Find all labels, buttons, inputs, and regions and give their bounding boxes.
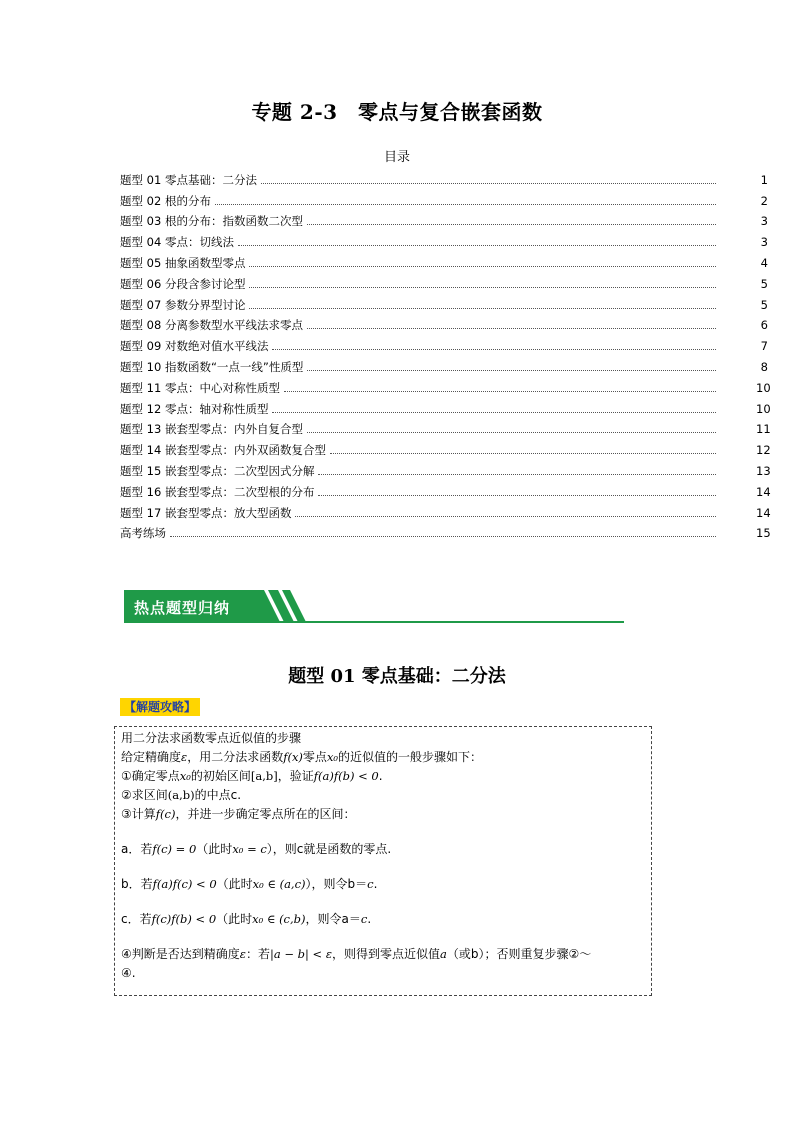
banner-text: 热点题型归纳 bbox=[134, 599, 231, 617]
toc-item[interactable] bbox=[120, 228, 768, 249]
toc-item-page: 3 bbox=[760, 214, 768, 229]
section-title: 题型 01 零点基础：二分法 bbox=[288, 666, 506, 687]
toc-item-label: 题型 17 嵌套型零点：放大型函数 bbox=[120, 505, 292, 520]
toc-item[interactable] bbox=[120, 395, 771, 416]
toc-item-page: 8 bbox=[760, 359, 768, 374]
box-line: ④判断是否达到精确度ε：若|a − b| < ε，则得到零点近似值a（或b）；否则重复步骤②～ bbox=[121, 947, 592, 961]
toc-leader bbox=[170, 536, 716, 537]
toc-item-page: 10 bbox=[756, 380, 771, 395]
toc-item[interactable] bbox=[120, 332, 768, 353]
toc-item[interactable] bbox=[120, 478, 771, 499]
toc-item-label: 题型 07 参数分界型讨论 bbox=[120, 297, 246, 312]
toc-item-label: 题型 03 根的分布：指数函数二次型 bbox=[120, 214, 303, 229]
toc-leader bbox=[249, 308, 716, 309]
toc-item[interactable] bbox=[120, 270, 768, 291]
toc-item-page: 12 bbox=[756, 443, 771, 458]
toc-leader bbox=[272, 349, 716, 350]
toc-item-page: 15 bbox=[756, 526, 771, 541]
toc-item[interactable] bbox=[120, 187, 768, 208]
toc-leader bbox=[307, 328, 716, 329]
toc-item-label: 题型 15 嵌套型零点：二次型因式分解 bbox=[120, 463, 315, 478]
toc-item[interactable] bbox=[120, 249, 768, 270]
toc-item[interactable] bbox=[120, 520, 771, 541]
box-line: 用二分法求函数零点近似值的步骤 bbox=[121, 731, 302, 745]
toc-item-page: 10 bbox=[756, 401, 771, 416]
toc-item[interactable] bbox=[120, 416, 771, 437]
toc-leader bbox=[261, 183, 716, 184]
toc-item-label: 题型 12 零点：轴对称性质型 bbox=[120, 401, 269, 416]
toc-item[interactable] bbox=[120, 312, 768, 333]
box-line: ④. bbox=[121, 966, 136, 980]
toc-item-label: 高考练场 bbox=[120, 526, 166, 541]
toc-item[interactable] bbox=[120, 457, 771, 478]
toc-leader bbox=[307, 432, 716, 433]
toc-leader bbox=[249, 266, 716, 267]
toc-item[interactable] bbox=[120, 166, 768, 187]
toc-item-page: 7 bbox=[760, 339, 768, 354]
toc-item-page: 13 bbox=[756, 463, 771, 478]
toc-item[interactable] bbox=[120, 436, 771, 458]
toc-item-page: 14 bbox=[756, 484, 771, 499]
toc-item-page: 11 bbox=[756, 422, 771, 437]
toc-item-label: 题型 16 嵌套型零点：二次型根的分布 bbox=[120, 484, 315, 499]
box-line: 给定精确度ε，用二分法求函数f(x)零点x₀的近似值的一般步骤如下： bbox=[121, 750, 483, 764]
strategy-box bbox=[114, 726, 652, 996]
toc-item-page: 5 bbox=[760, 276, 768, 291]
toc-item-page: 4 bbox=[760, 255, 768, 270]
toc-leader bbox=[215, 204, 716, 205]
toc-item-page: 1 bbox=[760, 172, 768, 187]
toc-item-label: 题型 10 指数函数“一点一线”性质型 bbox=[120, 359, 304, 374]
toc-leader bbox=[318, 495, 716, 496]
strategy-tag: 【解题攻略】 bbox=[120, 698, 200, 716]
toc-item-label: 题型 05 抽象函数型零点 bbox=[120, 255, 246, 270]
box-line: b．若f(a)f(c) < 0（此时x₀ ∈ (a,c)），则令b＝c. bbox=[121, 877, 378, 891]
toc-item[interactable] bbox=[120, 374, 771, 395]
box-line: c．若f(c)f(b) < 0（此时x₀ ∈ (c,b)，则令a＝c. bbox=[121, 912, 372, 926]
toc-heading: 目录 bbox=[383, 150, 410, 165]
toc-item-label: 题型 11 零点：中心对称性质型 bbox=[120, 380, 280, 395]
toc-item[interactable] bbox=[120, 353, 768, 374]
toc-item-label: 题型 14 嵌套型零点：内外双函数复合型 bbox=[120, 443, 326, 458]
toc-item[interactable] bbox=[120, 499, 771, 520]
toc-leader bbox=[318, 474, 716, 475]
table-of-contents bbox=[120, 166, 771, 541]
toc-item-label: 题型 02 根的分布 bbox=[120, 193, 211, 208]
toc-item-label: 题型 08 分离参数型水平线法求零点 bbox=[120, 318, 303, 333]
toc-leader bbox=[238, 245, 716, 246]
toc-item-page: 5 bbox=[760, 297, 768, 312]
toc-leader bbox=[284, 391, 716, 392]
toc-leader bbox=[272, 412, 716, 413]
document-title: 专题 2-3 零点与复合嵌套函数 bbox=[251, 100, 543, 124]
box-line: ①确定零点x₀的初始区间[a,b]，验证f(a)f(b) < 0. bbox=[121, 769, 383, 783]
toc-leader bbox=[307, 224, 716, 225]
toc-item[interactable] bbox=[120, 291, 768, 312]
toc-item-page: 2 bbox=[760, 193, 768, 208]
toc-item-page: 3 bbox=[760, 235, 768, 250]
toc-item-label: 题型 01 零点基础：二分法 bbox=[120, 172, 257, 187]
toc-leader bbox=[330, 453, 716, 454]
toc-leader bbox=[249, 287, 716, 288]
toc-item-label: 题型 04 零点：切线法 bbox=[120, 235, 234, 250]
section-banner bbox=[124, 590, 624, 624]
box-line: a．若f(c) = 0（此时x₀ = c），则c就是函数的零点. bbox=[121, 842, 392, 856]
box-line: ②求区间(a,b)的中点c. bbox=[121, 788, 242, 802]
toc-leader bbox=[295, 516, 716, 517]
toc-item-label: 题型 06 分段含参讨论型 bbox=[120, 276, 246, 291]
toc-item-page: 6 bbox=[760, 318, 768, 333]
toc-leader bbox=[307, 370, 716, 371]
box-line: ③计算f(c)，并进一步确定零点所在的区间： bbox=[121, 807, 356, 821]
toc-item-label: 题型 09 对数绝对值水平线法 bbox=[120, 339, 269, 354]
toc-item[interactable] bbox=[120, 208, 768, 229]
toc-item-label: 题型 13 嵌套型零点：内外自复合型 bbox=[120, 422, 303, 437]
toc-item-page: 14 bbox=[756, 505, 771, 520]
